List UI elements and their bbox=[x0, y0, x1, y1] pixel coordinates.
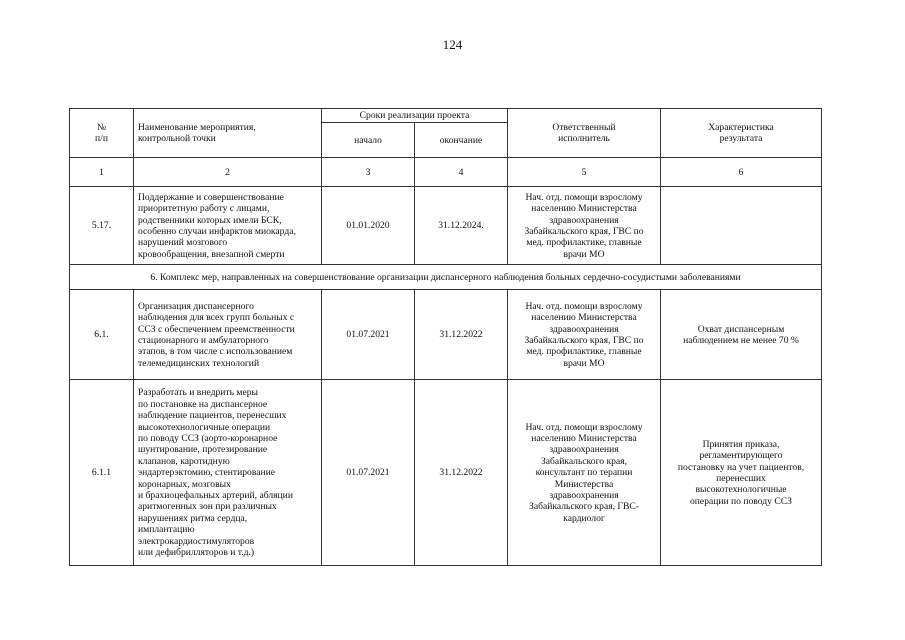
row-responsible: Нач. отд. помощи взрослому населению Министерства здравоохранения Забайкальского края, консультант по терапии Министерства здравоохранения Забайкальского края, ГВС- кардиолог bbox=[508, 380, 661, 566]
row-result: Охват диспансерным наблюдением не менее 70 % bbox=[661, 290, 822, 380]
header-end: окончание bbox=[415, 123, 508, 158]
page-number: 124 bbox=[442, 37, 463, 52]
column-number: 4 bbox=[415, 158, 508, 187]
row-start: 01.01.2020 bbox=[322, 187, 415, 265]
measures-table bbox=[69, 108, 822, 566]
row-responsible: Нач. отд. помощи взрослому населению Министерства здравоохранения Забайкальского края, ГВС по мед. профилактике, главные врачи МО bbox=[508, 187, 661, 265]
column-number: 1 bbox=[70, 158, 134, 187]
column-number: 3 bbox=[322, 158, 415, 187]
header-name: Наименование мероприятия, контрольной точки bbox=[134, 109, 322, 158]
table-row bbox=[70, 290, 822, 380]
row-num: 6.1.1 bbox=[70, 380, 134, 566]
section-row bbox=[70, 265, 822, 290]
header-result: Характеристика результата bbox=[661, 109, 822, 158]
header-row-1 bbox=[70, 109, 822, 123]
row-name: Поддержание и совершенствование приоритетную работу с лицами, родственники которых имели БСК, особенно случаи инфарктов миокарда, нарушений мозгового кровообращения, внезапной смерти bbox=[134, 187, 322, 265]
column-numbers-row bbox=[70, 158, 822, 187]
row-name: Организация диспансерного наблюдения для всех групп больных с ССЗ с обеспечением преемственности стационарного и амбулаторного этапов, в том числе с использованием телемедицинских технологий bbox=[134, 290, 322, 380]
header-responsible: Ответственный исполнитель bbox=[508, 109, 661, 158]
row-name: Разработать и внедрить меры по постановке на диспансерное наблюдение пациентов, перенесших высокотехнологичные операции по поводу ССЗ (аорто-коронарное шунтирование, протезирование клапанов, каротидную эндартерэктомию, стентирование коронарных, мозговых и брахиоцефальных артерий, абляции аритмогенных зон при различных нарушениях ритма сердца, имплантацию электрокардиостимуляторов или дефибрилляторов и т.д.) bbox=[134, 380, 322, 566]
row-end: 31.12.2022 bbox=[415, 380, 508, 566]
row-responsible: Нач. отд. помощи взрослому населению Министерства здравоохранения Забайкальского края, ГВС по мед. профилактике, главные врачи МО bbox=[508, 290, 661, 380]
table-row bbox=[70, 187, 822, 265]
row-start: 01.07.2021 bbox=[322, 290, 415, 380]
row-num: 6.1. bbox=[70, 290, 134, 380]
table-row bbox=[70, 380, 822, 566]
column-number: 6 bbox=[661, 158, 822, 187]
row-result: Принятия приказа, регламентирующего постановку на учет пациентов, перенесших высокотехнологичные операции по поводу ССЗ bbox=[661, 380, 822, 566]
column-number: 5 bbox=[508, 158, 661, 187]
header-dates-group: Сроки реализации проекта bbox=[322, 109, 508, 123]
row-end: 31.12.2024. bbox=[415, 187, 508, 265]
row-result bbox=[661, 187, 822, 265]
header-start: начало bbox=[322, 123, 415, 158]
section-title: 6. Комплекс мер, направленных на совершенствование организации диспансерного наблюдения больных сердечно-сосудистыми заболеваниями bbox=[70, 265, 822, 290]
row-start: 01.07.2021 bbox=[322, 380, 415, 566]
header-num: № п/п bbox=[70, 109, 134, 158]
row-num: 5.17. bbox=[70, 187, 134, 265]
row-end: 31.12.2022 bbox=[415, 290, 508, 380]
column-number: 2 bbox=[134, 158, 322, 187]
